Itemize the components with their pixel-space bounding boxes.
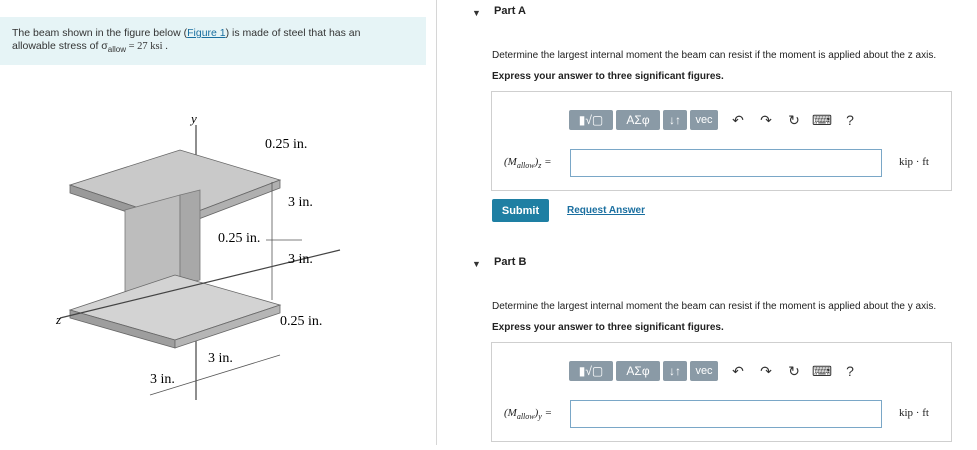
axis-z-label: z — [56, 312, 62, 327]
beam-figure — [40, 110, 400, 400]
part-a-answer-box — [491, 91, 952, 191]
templates-button[interactable]: ▮√▢ — [569, 361, 613, 381]
greek-button[interactable]: ΑΣφ — [616, 361, 660, 381]
dim-bottom-flange: 0.25 in. — [280, 314, 323, 329]
part-a-question: Determine the largest internal moment the beam can resist if the moment is applied about the z axis. — [492, 50, 937, 61]
arrows-button[interactable]: ↓↑ — [663, 361, 687, 381]
dim-upper-height: 3 in. — [288, 195, 313, 210]
part-b-variable-label: $(M_{allow})_y$ = — [504, 407, 553, 422]
part-b-math-toolbar — [569, 360, 861, 382]
part-a-instruction: Express your answer to three significant figures. — [492, 71, 724, 82]
reset-icon[interactable]: ↻ — [788, 111, 800, 128]
request-answer-link[interactable]: Request Answer — [567, 205, 645, 216]
redo-icon[interactable]: ↷ — [760, 111, 772, 128]
part-a-answer-input[interactable] — [570, 149, 882, 177]
help-icon[interactable]: ? — [846, 112, 854, 128]
dim-web: 0.25 in. — [218, 231, 261, 246]
undo-icon[interactable]: ↶ — [732, 111, 744, 128]
part-a-variable-label: $(M_{allow})_z$ = — [504, 156, 552, 171]
problem-statement — [0, 17, 426, 65]
vec-button[interactable]: vec — [690, 361, 718, 381]
part-a-collapse-icon[interactable]: ▼ — [472, 8, 481, 18]
part-b-title[interactable]: Part B — [494, 256, 527, 268]
part-b-unit: kip · ft — [899, 407, 929, 419]
help-icon[interactable]: ? — [846, 363, 854, 379]
dim-top-flange: 0.25 in. — [265, 137, 308, 152]
arrows-button[interactable]: ↓↑ — [663, 110, 687, 130]
keyboard-icon[interactable]: ⌨ — [811, 362, 833, 379]
part-b-answer-input[interactable] — [570, 400, 882, 428]
reset-icon[interactable]: ↻ — [788, 362, 800, 379]
panel-divider — [436, 0, 437, 445]
figure-link[interactable]: Figure 1 — [187, 27, 226, 39]
greek-button[interactable]: ΑΣφ — [616, 110, 660, 130]
dim-half-width-right: 3 in. — [208, 351, 233, 366]
axis-y-label: y — [191, 111, 197, 126]
part-a-title[interactable]: Part A — [494, 5, 526, 17]
keyboard-icon[interactable]: ⌨ — [811, 111, 833, 128]
problem-text: The beam shown in the figure below (Figure 1) is made of steel that has an allowable stress of $\sigma_{allow} = 27$ ksi . — [12, 27, 361, 55]
redo-icon[interactable]: ↷ — [760, 362, 772, 379]
dim-lower-height: 3 in. — [288, 252, 313, 267]
part-a-math-toolbar — [569, 109, 861, 131]
vec-button[interactable]: vec — [690, 110, 718, 130]
templates-button[interactable]: ▮√▢ — [569, 110, 613, 130]
part-a-unit: kip · ft — [899, 156, 929, 168]
part-b-answer-box — [491, 342, 952, 442]
part-b-instruction: Express your answer to three significant figures. — [492, 322, 724, 333]
submit-button[interactable]: Submit — [492, 199, 549, 222]
undo-icon[interactable]: ↶ — [732, 362, 744, 379]
part-b-collapse-icon[interactable]: ▼ — [472, 259, 481, 269]
dim-half-width-left: 3 in. — [150, 372, 175, 387]
part-b-question: Determine the largest internal moment the beam can resist if the moment is applied about the y axis. — [492, 301, 937, 312]
